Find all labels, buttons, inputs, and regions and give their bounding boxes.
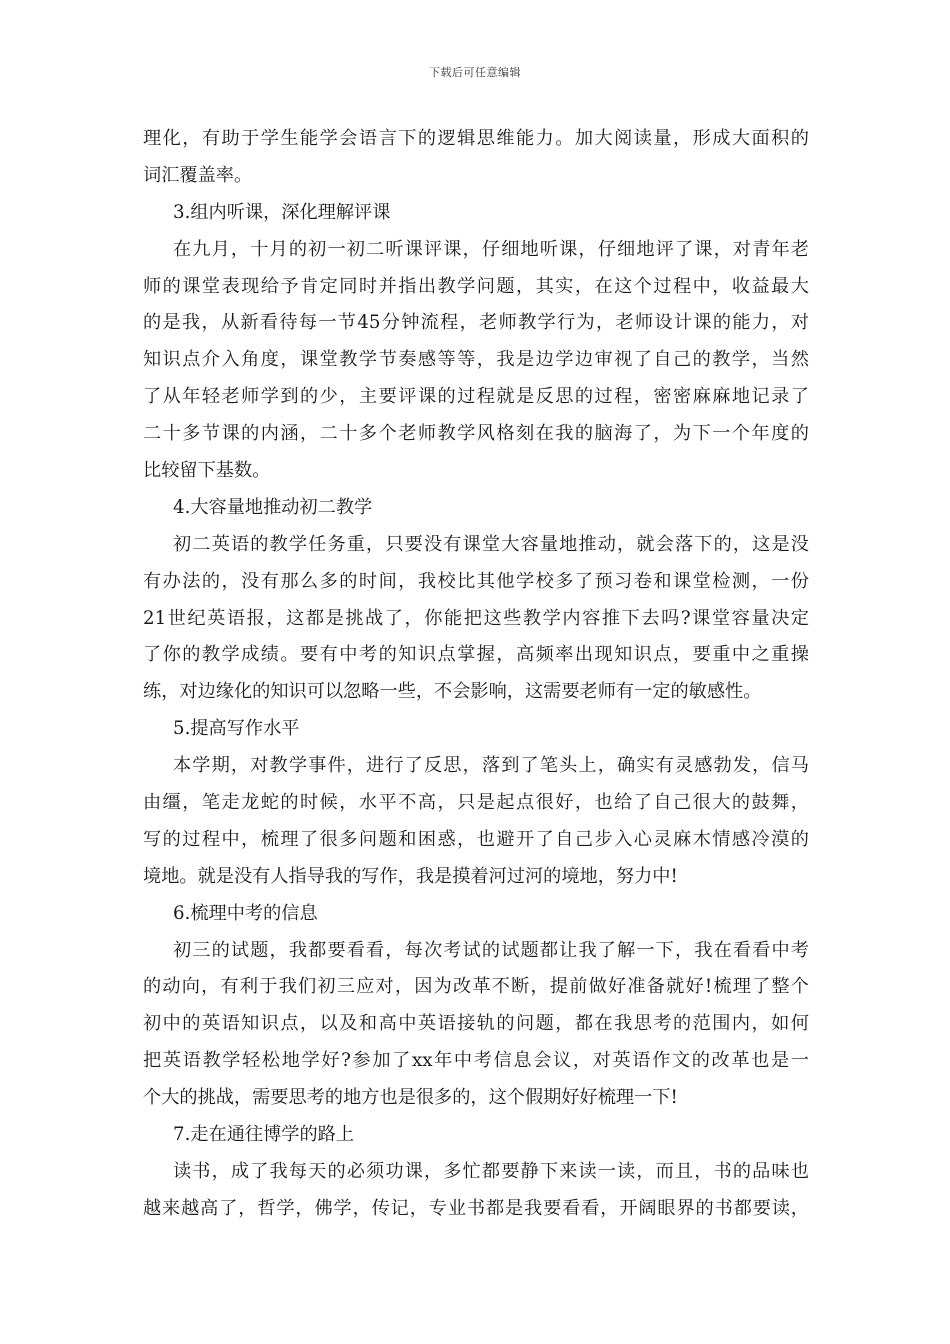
text-line: 4.大容量地推动初二教学 [173, 496, 373, 518]
text-line: 二十多节课的内涵，二十多个老师教学风格刻在我的脑海了，为下一个年度的 [143, 423, 809, 445]
text-line: 初中的英语知识点，以及和高中英语接轨的问题，都在我思考的范围内，如何 [143, 1013, 809, 1035]
text-line: 读书，成了我每天的必须功课，多忙都要静下来读一读，而且，书的品味也 [173, 1160, 809, 1182]
page-header: 下载后可任意编辑 [429, 66, 521, 79]
text-line: 初二英语的教学任务重，只要没有课堂大容量地推动，就会落下的，这是没 [173, 533, 809, 555]
text-line: 了你的教学成绩。要有中考的知识点掌握，高频率出现知识点，要重中之重操 [143, 644, 809, 666]
text-line: 把英语教学轻松地学好?参加了xx年中考信息会议，对英语作文的改革也是一 [143, 1050, 809, 1072]
text-line: 由缰，笔走龙蛇的时候，水平不高，只是起点很好，也给了自己很大的鼓舞， [143, 792, 809, 814]
text-line: 了从年轻老师学到的少，主要评课的过程就是反思的过程，密密麻麻地记录了 [143, 386, 809, 408]
text-line: 越来越高了，哲学，佛学，传记，专业书都是我要看看，开阔眼界的书都要读， [143, 1197, 809, 1219]
text-line: 写的过程中，梳理了很多问题和困惑，也避开了自己步入心灵麻木情感冷漠的 [143, 828, 809, 850]
text-line: 的是我，从新看待每一节45分钟流程，老师教学行为，老师设计课的能力，对 [143, 312, 809, 334]
text-line: 6.梳理中考的信息 [173, 902, 318, 924]
document-body [143, 121, 809, 1228]
text-line: 比较留下基数。 [143, 460, 271, 482]
text-line: 3.组内听课，深化理解评课 [173, 201, 391, 223]
text-line: 7.走在通往博学的路上 [173, 1124, 355, 1146]
text-line: 在九月，十月的初一初二听课评课，仔细地听课，仔细地评了课，对青年老 [173, 238, 809, 260]
text-line: 初三的试题，我都要看看，每次考试的试题都让我了解一下，我在看看中考 [173, 939, 809, 961]
text-line: 练，对边缘化的知识可以忽略一些，不会影响，这需要老师有一定的敏感性。 [143, 681, 762, 703]
text-line: 个大的挑战，需要思考的地方也是很多的，这个假期好好梳理一下! [143, 1087, 678, 1109]
text-line: 境地。就是没有人指导我的写作，我是摸着河过河的境地，努力中! [143, 865, 678, 887]
text-line: 5.提高写作水平 [173, 718, 300, 740]
text-line: 师的课堂表现给予肯定同时并指出教学问题，其实，在这个过程中，收益最大 [143, 275, 809, 297]
text-line: 词汇覆盖率。 [143, 164, 253, 186]
text-line: 的动向，有利于我们初三应对，因为改革不断，提前做好准备就好!梳理了整个 [143, 976, 809, 998]
text-line: 理化，有助于学生能学会语言下的逻辑思维能力。加大阅读量，形成大面积的 [143, 128, 809, 149]
text-line: 本学期，对教学事件，进行了反思，落到了笔头上，确实有灵感勃发，信马 [173, 755, 809, 777]
text-line: 有办法的，没有那么多的时间，我校比其他学校多了预习卷和课堂检测，一份 [143, 570, 809, 592]
text-line: 21世纪英语报，这都是挑战了，你能把这些教学内容推下去吗?课堂容量决定 [143, 607, 809, 629]
text-line: 知识点介入角度，课堂教学节奏感等等，我是边学边审视了自己的教学，当然 [143, 349, 809, 371]
